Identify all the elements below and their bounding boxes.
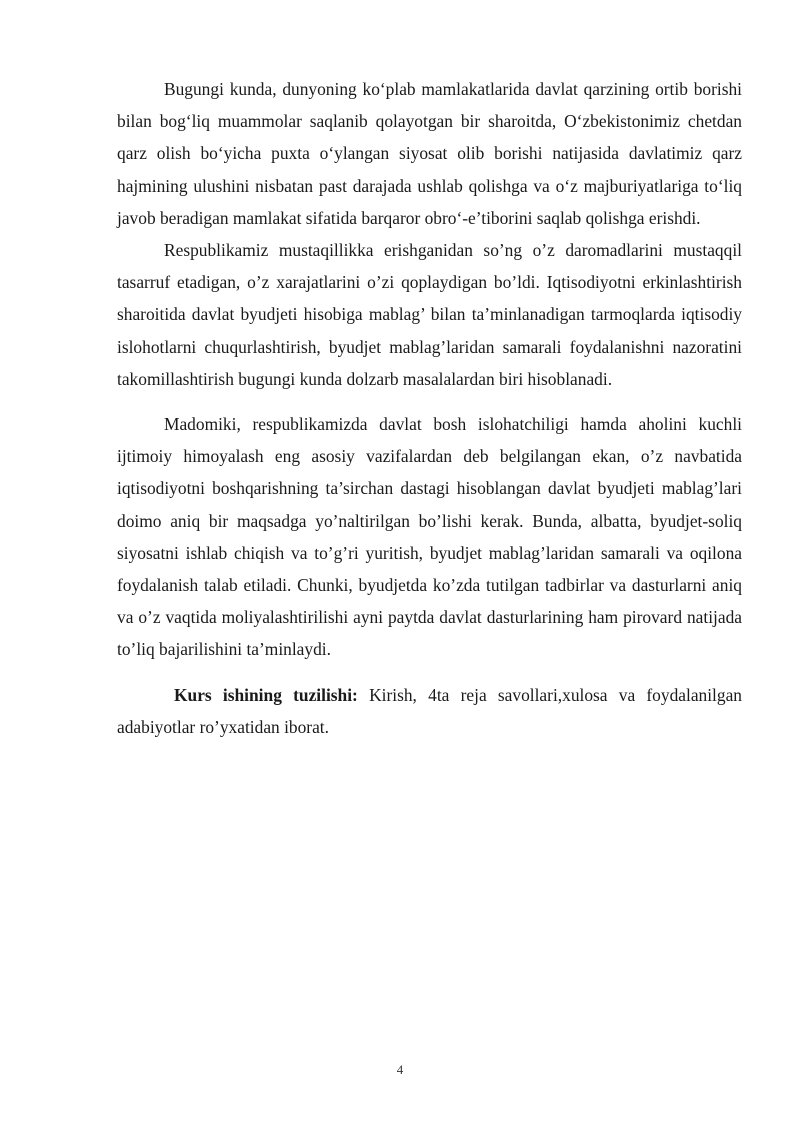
paragraph-independence-budget: Respublikamiz mustaqillikka erishganidan so’ng o’z daromadlarini mustaqqil tasarruf etadigan, o’z xarajatlarini o’zi qoplaydigan bo’ldi. Iqtisodiyotni erkinlashtirish sharoitida davlat byudjeti hisobiga mablag’ bilan ta’minlanadigan tarmoqlarda iqtisodiy islohotlarni chuqurlashtirish, byudjet mablag’laridan samarali foydalanishni nazoratini takomillashtirish bugungi kunda dolzarb masalalardan biri hisoblanadi. xyxy=(117,240,742,389)
paragraph-course-structure xyxy=(117,679,742,743)
paragraph-budget-reforms: Madomiki, respublikamizda davlat bosh islohatchiligi hamda aholini kuchli ijtimoiy himoyalash eng asosiy vazifalardan deb belgilangan ekan, o’z navbatida iqtisodiyotni boshqarishning ta’sirchan dastagi hisoblangan davlat byudjeti mablag’lari doimo aniq bir maqsadga yo’naltirilgan bo’lishi kerak. Bunda, albatta, byudjet-soliq siyosatni ishlab chiqish va to’g’ri yuritish, byudjet mablag’laridan samarali va oqilona foydalanish talab etiladi. Chunki, byudjetda ko’zda tutilgan tadbirlar va dasturlarni aniq va o’z vaqtida moliyalashtirilishi ayni paytda davlat dasturlarining ham pirovard natijada to’liq bajarilishini ta’minlaydi. xyxy=(117,414,742,660)
course-structure-label: Kurs ishining tuzilishi: xyxy=(174,684,358,705)
course-structure-text: Kirish, 4ta reja savollari,xulosa va foydalanilgan adabiyotlar ro’yxatidan iborat. xyxy=(117,684,743,737)
page-number: 4 xyxy=(396,1062,404,1077)
paragraph-debt-policy: Bugungi kunda, dunyoning ko‘plab mamlakatlarida davlat qarzining ortib borishi bilan bog‘liq muammolar saqlanib qolayotgan bir sharoitda, O‘zbekistonimiz chetdan qarz olish bo‘yicha puxta o‘ylangan siyosat olib borishi natijasida davlatimiz qarz hajmining ulushini nisbatan past darajada ushlab qolishga va o‘z majburiyatlariga to‘liq javob beradigan mamlakat sifatida barqaror obro‘-e’tiborini saqlab qolishga erishdi. xyxy=(117,79,742,228)
document-page xyxy=(117,73,742,743)
